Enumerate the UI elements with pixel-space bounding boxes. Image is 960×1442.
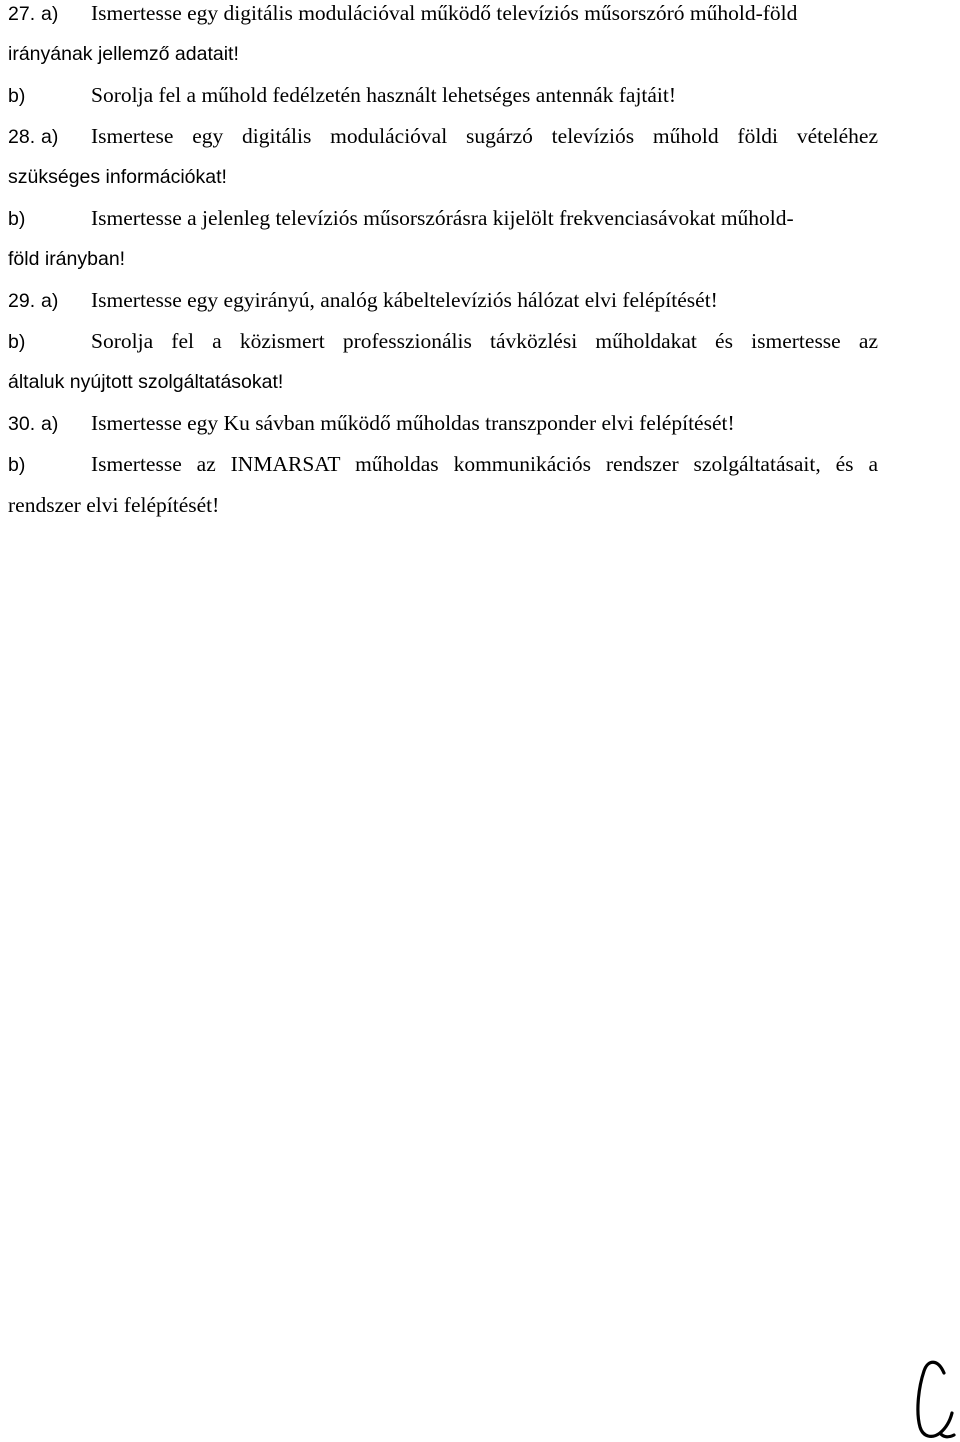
q28-a-text-line1: Ismertese egy digitális modulációval sugárzó televíziós műhold földi vételéhez [91, 124, 878, 148]
q29-b-text-line1: Sorolja fel a közismert professzionális távközlési műholdakat és ismertesse az [91, 329, 878, 353]
q28-a-label: a) [41, 126, 59, 148]
q30-b-text-line1: Ismertesse az INMARSAT műholdas kommunikációs rendszer szolgáltatásait, és a [91, 452, 878, 476]
q29-b-label: b) [8, 331, 26, 353]
q28-a-line1 [8, 123, 878, 150]
q30-b-line1 [8, 451, 878, 478]
q27-a-label: a) [41, 3, 59, 25]
q29-a-label: a) [41, 290, 59, 312]
q28-b-line1 [8, 205, 878, 232]
q27-b-line1 [8, 82, 878, 109]
q29-a-line1 [8, 287, 878, 314]
q30-number: 30. [8, 413, 36, 435]
q30-a-label: a) [41, 413, 59, 435]
q27-a-line1 [8, 0, 878, 27]
q28-b-label: b) [8, 208, 26, 230]
q28-b-line2: föld irányban! [8, 248, 126, 270]
q28-number: 28. [8, 126, 36, 148]
q30-a-line1 [8, 410, 878, 437]
q30-a-text-line1: Ismertesse egy Ku sávban működő műholdas transzponder elvi felépítését! [91, 411, 735, 435]
handwritten-signature-mark [910, 1355, 958, 1442]
q29-b-line1 [8, 328, 878, 355]
q29-number: 29. [8, 290, 36, 312]
q29-b-line2: általuk nyújtott szolgáltatásokat! [8, 371, 284, 393]
q29-a-text-line1: Ismertesse egy egyirányú, analóg kábeltelevíziós hálózat elvi felépítését! [91, 288, 718, 312]
q27-a-text-line1: Ismertesse egy digitális modulációval működő televíziós műsorszóró műhold-föld [91, 1, 798, 25]
q28-b-text-line1: Ismertesse a jelenleg televíziós műsorszórásra kijelölt frekvenciasávokat műhold- [91, 206, 794, 230]
q30-b-label: b) [8, 454, 26, 476]
q27-b-text-line1: Sorolja fel a műhold fedélzetén használt lehetséges antennák fajtáit! [91, 83, 677, 107]
q27-a-line2: irányának jellemző adatait! [8, 43, 239, 65]
q27-b-label: b) [8, 85, 26, 107]
q27-number: 27. [8, 3, 36, 25]
q28-a-line2: szükséges információkat! [8, 166, 227, 188]
q30-b-line2: rendszer elvi felépítését! [8, 493, 220, 517]
